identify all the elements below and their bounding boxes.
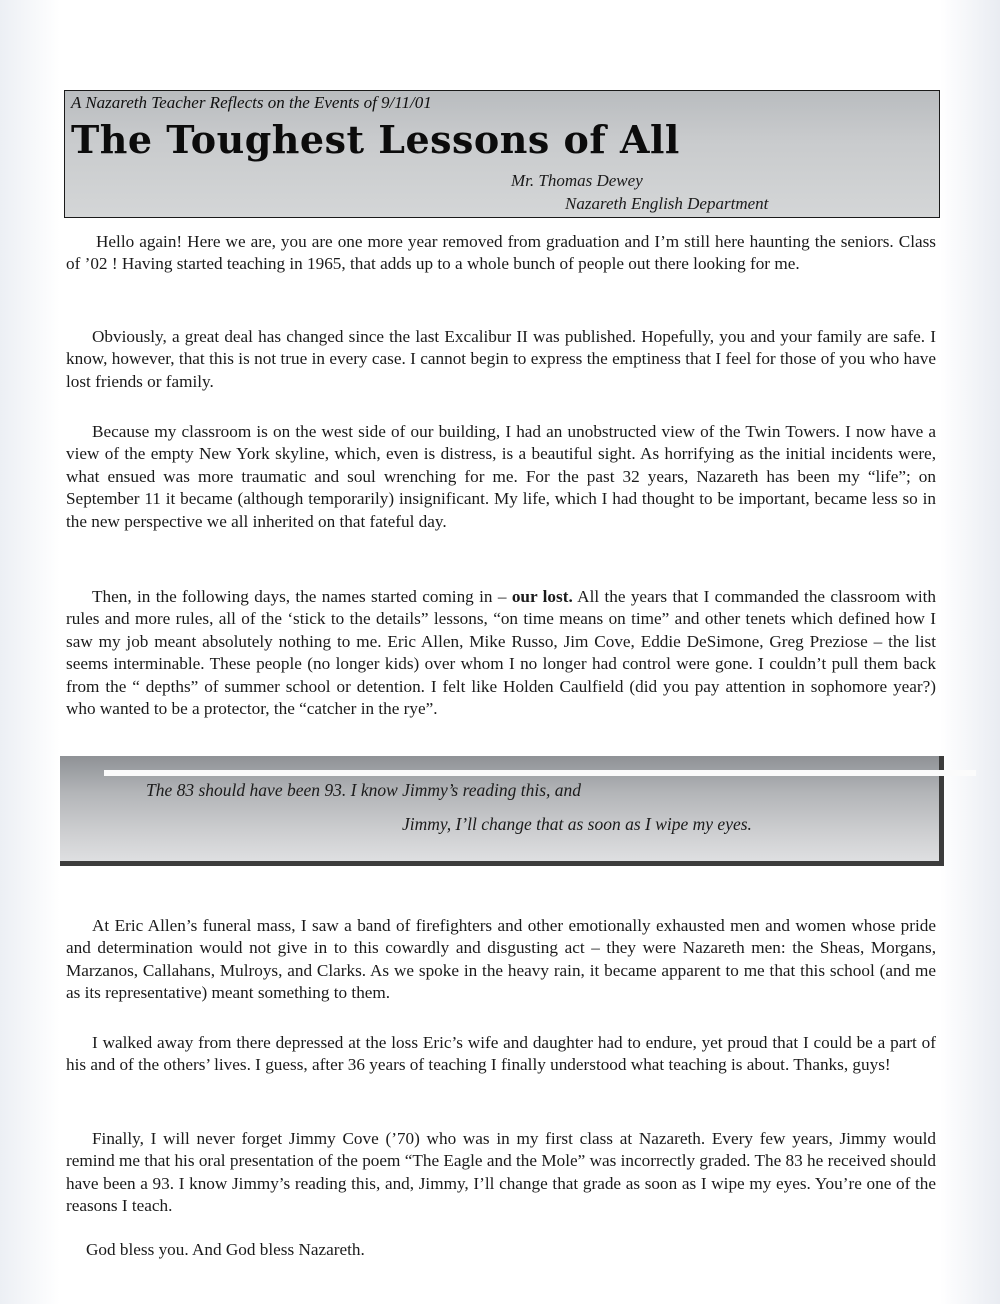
paragraph-greeting: Hello again! Here we are, you are one more year removed from graduation and I’m still here haunting the seniors. Class of ’02 ! Having started teaching in 1965, that adds up to a whole bunch of people out there looking for me.: [66, 232, 936, 274]
paragraph-our-lost-body: All the years that I commanded the classroom with rules and more rules, all of the ‘stick to the details” lessons, “on time means on time” and other tenets which defined how I saw my job meant absolutely nothing to me. Eric Allen, Mike Russo, Jim Cove, Eddie DeSimone, Greg Preziose – the list seems interminable. These people (no longer kids) over whom I no longer had control were gone. I couldn’t pull them back from the “ depths” of summer school or detention. I felt like Holden Caulfield (did you pay attention in sophomore year?) who wanted to be a protector, the “catcher in the rye”.: [66, 587, 937, 719]
closing-blessing: God bless you. And God bless Nazareth.: [86, 1240, 365, 1259]
paragraph-funeral: At Eric Allen’s funeral mass, I saw a band of firefighters and other emotionally exhausted men and women whose pride and determination would not give in to this cowardly and disgusting act – they were Nazareth men: the Sheas, Morgans, Marzanos, Callahans, Mulroys, and Clarks. As we spoke in the heavy rain, it became apparent to me that this school (and me as its representative) meant something to them.: [66, 916, 936, 1003]
paragraph-twin-towers: Because my classroom is on the west side of our building, I had an unobstructed view of the Twin Towers. I now have a view of the empty New York skyline, which, even is distress, is a beautiful sight. As horrifying as the initial incidents were, what ensued was more traumatic and soul wrenching for me. For the past 32 years, Nazareth has been my “life”; on September 11 it became (although temporarily) insignificant. My life, which I had thought to be important, became less so in the new perspective we all inherited on that fateful day.: [66, 422, 936, 531]
paragraph-understanding: I walked away from there depressed at the loss Eric’s wife and daughter had to endure, yet proud that I could be a part of his and of the others’ lives. I guess, after 36 years of teaching I finally understood what teaching is about. Thanks, guys!: [66, 1033, 936, 1075]
pull-quote-line-1: The 83 should have been 93. I know Jimmy’s reading this, and: [146, 780, 582, 800]
author-department: Nazareth English Department: [565, 194, 769, 213]
paragraph-changes: Obviously, a great deal has changed since the last Excalibur II was published. Hopefully, you and your family are safe. I know, however, that this is not true in every case. I cannot begin to express the emptiness that I feel for those of you who have lost friends or family.: [66, 327, 936, 391]
pull-quote-rule: [104, 770, 976, 776]
pull-quote-line-2: Jimmy, I’ll change that as soon as I wipe my eyes.: [402, 814, 752, 834]
pull-quote-box: [60, 756, 944, 866]
our-lost-emphasis: our lost.: [511, 587, 573, 606]
author-name: Mr. Thomas Dewey: [511, 171, 643, 190]
paragraph-our-lost: [66, 586, 936, 720]
paragraph-our-lost-intro: Then, in the following days, the names started coming in –: [92, 587, 512, 606]
article-header-box: [64, 90, 940, 218]
article-title: The Toughest Lessons of All: [71, 117, 680, 162]
paragraph-jimmy-cove: Finally, I will never forget Jimmy Cove (’70) who was in my first class at Nazareth. Every few years, Jimmy would remind me that his oral presentation of the poem “The Eagle and the Mole” was incorrectly graded. The 83 he received should have been a 93. I know Jimmy’s reading this, and, Jimmy, I’ll change that grade as soon as I wipe my eyes. You’re one of the reasons I teach.: [66, 1129, 936, 1216]
article-kicker: A Nazareth Teacher Reflects on the Events of 9/11/01: [71, 93, 432, 112]
